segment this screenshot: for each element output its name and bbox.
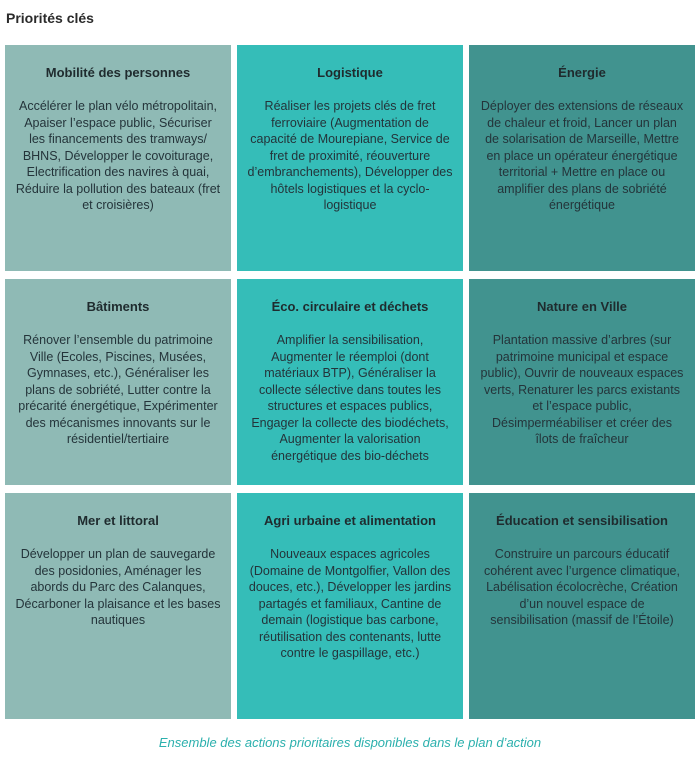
card-title: Éducation et sensibilisation (496, 513, 668, 528)
card-text: Nouveaux espaces agricoles (Domaine de Montgolfier, Vallon des douces, etc.), Développer les jardins partagés et familiaux, Cantine de demain (logistique bas carbone, réutilisation des contenants, lutte contre le gaspillage, etc.) (248, 547, 452, 660)
card-logistique (237, 45, 463, 271)
card-text: Construire un parcours éducatif cohérent avec l’urgence climatique, Labélisation écolocrèche, Création d’un nouvel espace de sensibilisation (massif de l’Étoile) (484, 547, 680, 627)
card-title: Nature en Ville (536, 299, 628, 314)
card-mobilite (5, 45, 231, 271)
card-text: Accélérer le plan vélo métropolitain, Apaiser l’espace public, Sécuriser les financements des tramways/ BHNS, Développer le covoiturage, Electrification des navires à quai, Réduire la pollution des bateaux (fret et croisières) (15, 99, 221, 212)
card-text: Déployer des extensions de réseaux de chaleur et froid, Lancer un plan de solarisation de Marseille, Mettre en place un opérateur énergétique territorial + Mettre en place ou amplifier des plans de sobriété énergétique (480, 99, 684, 212)
card-title: Bâtiments (86, 299, 150, 314)
card-text: Plantation massive d’arbres (sur patrimoine municipal et espace public), Ouvrir de nouveaux espaces verts, Renaturer les parcs existants et l’espace public, Désimperméabiliser et créer des îlots de fraîcheur (480, 333, 684, 446)
card-energie (469, 45, 695, 271)
card-title: Logistique (317, 65, 383, 80)
card-title: Agri urbaine et alimentation (264, 513, 436, 528)
priorities-grid (5, 45, 695, 719)
card-eco-circulaire (237, 279, 463, 485)
card-text: Rénover l’ensemble du patrimoine Ville (Ecoles, Piscines, Musées, Gymnases, etc.), Généraliser les plans de sobriété, Lutter contre la précarité énergétique, Expérimenter des mécanismes innovants sur le résidentiel/tertiaire (18, 333, 218, 446)
card-text: Réaliser les projets clés de fret ferroviaire (Augmentation de capacité de Mourepiane, Service de fret de proximité, réouverture d’embranchements), Développer des hôtels logistiques et la cyclo-logistique (247, 99, 453, 212)
card-title: Éco. circulaire et déchets (271, 299, 429, 314)
page-title: Priorités clés (6, 10, 94, 26)
card-mer-littoral (5, 493, 231, 719)
card-batiments (5, 279, 231, 485)
card-education (469, 493, 695, 719)
card-text: Amplifier la sensibilisation, Augmenter le réemploi (dont matériaux BTP), Généraliser la collecte sélective dans toutes les structures et espaces publics, Engager la collecte des biodéchets, Augmenter la valorisation énergétique des bio-déchets (251, 333, 449, 463)
card-title: Énergie (558, 65, 606, 80)
card-agri-urbaine (237, 493, 463, 719)
card-title: Mobilité des personnes (45, 65, 191, 80)
card-text: Développer un plan de sauvegarde des posidonies, Aménager les abords du Parc des Calanques, Décarboner la plaisance et les bases nautiques (15, 547, 221, 627)
card-title: Mer et littoral (77, 513, 159, 528)
card-nature-en-ville (469, 279, 695, 485)
figure-caption: Ensemble des actions prioritaires disponibles dans le plan d’action (158, 735, 542, 750)
